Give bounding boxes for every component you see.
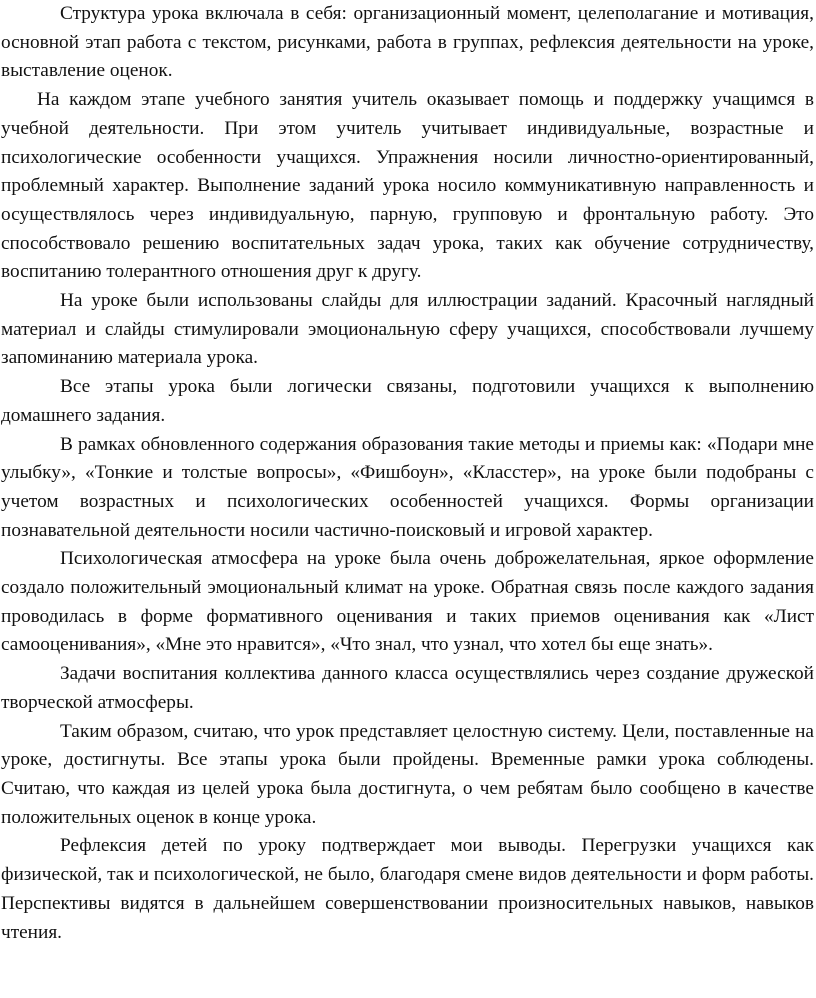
paragraph-methods: В рамках обновленного содержания образования такие методы и приемы как: «Подари мне улыбку», «Тонкие и толстые вопросы», «Фишбоун», «Класстер», на уроке были подобраны с учетом возрастных и психологических особенностей учащихся. Формы организации познавательной деятельности носили частично-поисковый и игровой характер.	[1, 433, 814, 541]
paragraph-upbringing-tasks: Задачи воспитания коллектива данного класса осуществлялись через создание дружеской творческой атмосферы.	[1, 663, 814, 713]
paragraph-teacher-support: На каждом этапе учебного занятия учитель оказывает помощь и поддержку учащимся в учебной деятельности. При этом учитель учитывает индивидуальные, возрастные и психологические особенности учащихся. Упражнения носили личностно-ориентированный, проблемный характер. Выполнение заданий урока носило коммуникативную направленность и осуществлялось через индивидуальную, парную, групповую и фронтальную работу. Это способствовало решению воспитательных задач урока, таких как обучение сотрудничеству, воспитанию толерантного отношения друг к другу.	[1, 89, 814, 283]
paragraph-lesson-structure: Структура урока включала в себя: организационный момент, целеполагание и мотивация, основной этап работа с текстом, рисунками, работа в группах, рефлексия деятельности на уроке, выставление оценок.	[1, 3, 814, 82]
paragraph-slides: На уроке были использованы слайды для иллюстрации заданий. Красочный наглядный материал и слайды стимулировали эмоциональную сферу учащихся, способствовали лучшему запоминанию материала урока.	[1, 290, 814, 369]
paragraph-atmosphere: Психологическая атмосфера на уроке была очень доброжелательная, яркое оформление создало положительный эмоциональный климат на уроке. Обратная связь после каждого задания проводилась в форме формативного оценивания и таких приемов оценивания как «Лист самооценивания», «Мне это нравится», «Что знал, что узнал, что хотел бы еще знать».	[1, 548, 814, 656]
paragraph-reflection: Рефлексия детей по уроку подтверждает мои выводы. Перегрузки учащихся как физической, так и психологической, не было, благодаря смене видов деятельности и форм работы. Перспективы видятся в дальнейшем совершенствовании произносительных навыков, навыков чтения.	[1, 835, 814, 943]
paragraph-lesson-stages: Все этапы урока были логически связаны, подготовили учащихся к выполнению домашнего задания.	[1, 376, 814, 426]
paragraph-conclusion: Таким образом, считаю, что урок представляет целостную систему. Цели, поставленные на уроке, достигнуты. Все этапы урока были пройдены. Временные рамки урока соблюдены. Считаю, что каждая из целей урока была достигнута, о чем ребятам было сообщено в качестве положительных оценок в конце урока.	[1, 720, 814, 828]
